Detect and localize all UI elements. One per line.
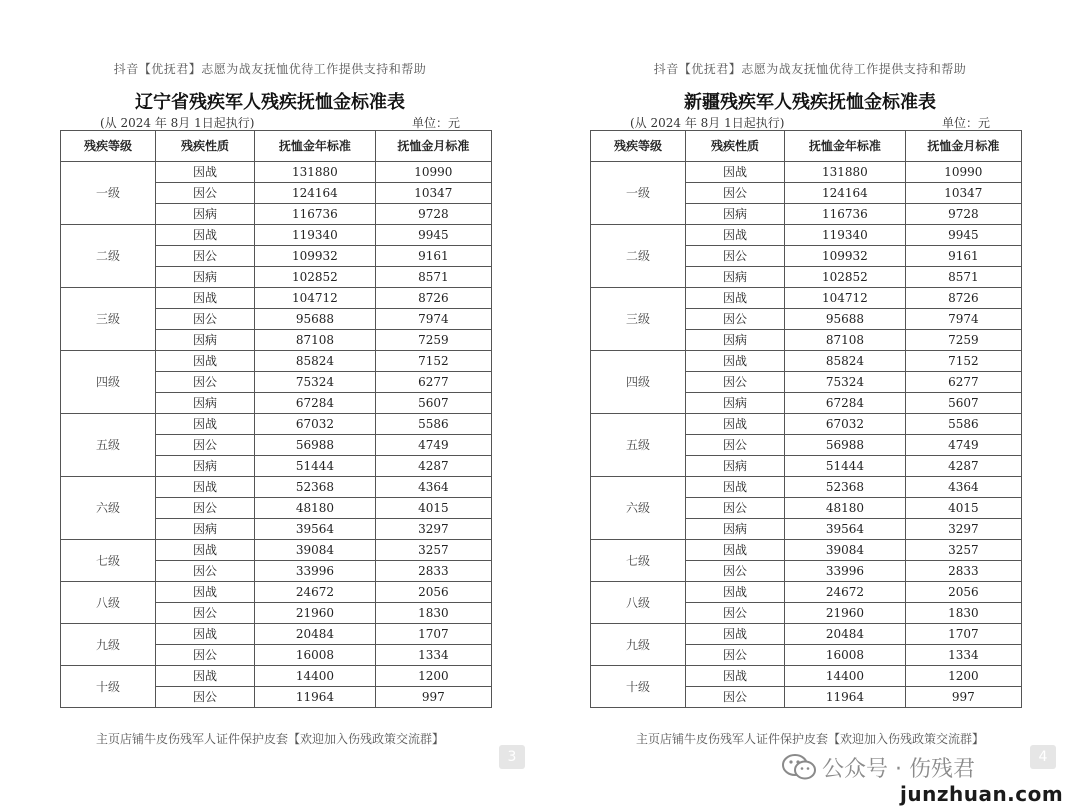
annual-cell: 67032 [255,414,376,435]
grade-cell: 三级 [61,288,156,351]
nature-cell: 因病 [685,519,784,540]
monthly-cell: 9945 [375,225,491,246]
nature-cell: 因公 [155,498,254,519]
nature-cell: 因病 [155,204,254,225]
monthly-cell: 9161 [375,246,491,267]
grade-cell: 九级 [591,624,686,666]
annual-cell: 131880 [785,162,906,183]
monthly-cell: 10347 [375,183,491,204]
nature-cell: 因公 [155,603,254,624]
nature-cell: 因公 [155,309,254,330]
monthly-cell: 2056 [375,582,491,603]
annual-cell: 119340 [255,225,376,246]
annual-cell: 95688 [785,309,906,330]
monthly-cell: 6277 [375,372,491,393]
monthly-cell: 1830 [905,603,1021,624]
annual-cell: 75324 [255,372,376,393]
page-title: 新疆残疾军人残疾抚恤金标准表 [684,92,936,113]
nature-cell: 因战 [685,225,784,246]
annual-cell: 116736 [785,204,906,225]
monthly-cell: 7152 [375,351,491,372]
monthly-cell: 4364 [375,477,491,498]
nature-cell: 因战 [685,666,784,687]
nature-cell: 因战 [155,477,254,498]
grade-cell: 一级 [591,162,686,225]
table-row [591,288,1022,309]
nature-cell: 因公 [685,603,784,624]
monthly-cell: 2833 [375,561,491,582]
monthly-cell: 1830 [375,603,491,624]
monthly-cell: 7259 [905,330,1021,351]
monthly-cell: 5586 [375,414,491,435]
column-header: 残疾性质 [685,131,784,162]
column-header: 抚恤金年标准 [255,131,376,162]
column-header: 残疾性质 [155,131,254,162]
annual-cell: 102852 [785,267,906,288]
nature-cell: 因战 [155,414,254,435]
annual-cell: 67032 [785,414,906,435]
annual-cell: 48180 [255,498,376,519]
nature-cell: 因公 [155,561,254,582]
annual-cell: 39564 [785,519,906,540]
grade-cell: 七级 [591,540,686,582]
nature-cell: 因公 [685,372,784,393]
annual-cell: 67284 [255,393,376,414]
nature-cell: 因战 [155,540,254,561]
monthly-cell: 1334 [375,645,491,666]
annual-cell: 52368 [785,477,906,498]
annual-cell: 51444 [255,456,376,477]
table-row [61,582,492,603]
annual-cell: 48180 [785,498,906,519]
table-row [61,351,492,372]
annual-cell: 16008 [785,645,906,666]
monthly-cell: 4364 [905,477,1021,498]
nature-cell: 因公 [155,687,254,708]
nature-cell: 因病 [685,393,784,414]
annual-cell: 116736 [255,204,376,225]
nature-cell: 因公 [155,183,254,204]
grade-cell: 三级 [591,288,686,351]
column-header: 抚恤金月标准 [905,131,1021,162]
annual-cell: 11964 [255,687,376,708]
nature-cell: 因公 [685,498,784,519]
nature-cell: 因公 [155,246,254,267]
nature-cell: 因战 [155,624,254,645]
unit-label: 单位：元 [942,116,991,130]
nature-cell: 因公 [685,309,784,330]
bottom-note: 主页店铺牛皮伤残军人证件保护皮套【欢迎加入伤残政策交流群】 [95,732,444,746]
table-row [61,414,492,435]
monthly-cell: 5586 [905,414,1021,435]
monthly-cell: 8726 [375,288,491,309]
nature-cell: 因战 [685,351,784,372]
annual-cell: 119340 [785,225,906,246]
monthly-cell: 9161 [905,246,1021,267]
top-note: 抖音【优抚君】志愿为战友抚恤优待工作提供支持和帮助 [113,62,427,76]
monthly-cell: 3257 [375,540,491,561]
annual-cell: 14400 [785,666,906,687]
nature-cell: 因战 [685,162,784,183]
annual-cell: 16008 [255,645,376,666]
monthly-cell: 4287 [905,456,1021,477]
grade-cell: 十级 [61,666,156,708]
table-row [591,540,1022,561]
nature-cell: 因公 [155,435,254,456]
grade-cell: 九级 [61,624,156,666]
column-header: 残疾等级 [61,131,156,162]
column-header: 抚恤金月标准 [375,131,491,162]
monthly-cell: 4287 [375,456,491,477]
monthly-cell: 1334 [905,645,1021,666]
monthly-cell: 9945 [905,225,1021,246]
monthly-cell: 8571 [375,267,491,288]
table-row [61,540,492,561]
page-title: 辽宁省残疾军人残疾抚恤金标准表 [135,92,405,113]
monthly-cell: 3297 [375,519,491,540]
table-header-row [61,131,492,162]
table-row [61,666,492,687]
top-note: 抖音【优抚君】志愿为战友抚恤优待工作提供支持和帮助 [653,62,967,76]
grade-cell: 四级 [61,351,156,414]
table-row [591,351,1022,372]
nature-cell: 因战 [685,477,784,498]
annual-cell: 14400 [255,666,376,687]
bottom-note: 主页店铺牛皮伤残军人证件保护皮套【欢迎加入伤残政策交流群】 [635,732,984,746]
annual-cell: 52368 [255,477,376,498]
column-header: 抚恤金年标准 [785,131,906,162]
grade-cell: 八级 [61,582,156,624]
annual-cell: 11964 [785,687,906,708]
annual-cell: 109932 [255,246,376,267]
monthly-cell: 997 [905,687,1021,708]
monthly-cell: 1200 [905,666,1021,687]
monthly-cell: 7974 [375,309,491,330]
annual-cell: 33996 [785,561,906,582]
annual-cell: 39084 [785,540,906,561]
annual-cell: 124164 [255,183,376,204]
table-row [591,477,1022,498]
nature-cell: 因病 [155,330,254,351]
monthly-cell: 3297 [905,519,1021,540]
nature-cell: 因病 [155,519,254,540]
annual-cell: 102852 [255,267,376,288]
annual-cell: 51444 [785,456,906,477]
grade-cell: 二级 [591,225,686,288]
wechat-icon [782,753,816,781]
column-header: 残疾等级 [591,131,686,162]
annual-cell: 67284 [785,393,906,414]
monthly-cell: 6277 [905,372,1021,393]
annual-cell: 21960 [255,603,376,624]
nature-cell: 因公 [155,645,254,666]
annual-cell: 20484 [785,624,906,645]
nature-cell: 因战 [155,666,254,687]
monthly-cell: 9728 [905,204,1021,225]
nature-cell: 因病 [155,393,254,414]
annual-cell: 85824 [255,351,376,372]
nature-cell: 因公 [155,372,254,393]
monthly-cell: 10347 [905,183,1021,204]
nature-cell: 因战 [685,624,784,645]
table-row [591,582,1022,603]
page-number: 3 [499,745,525,769]
annual-cell: 24672 [785,582,906,603]
table-row [61,225,492,246]
table-row [591,162,1022,183]
nature-cell: 因战 [685,582,784,603]
nature-cell: 因公 [685,183,784,204]
annual-cell: 39564 [255,519,376,540]
monthly-cell: 5607 [375,393,491,414]
monthly-cell: 8726 [905,288,1021,309]
monthly-cell: 1200 [375,666,491,687]
nature-cell: 因公 [685,687,784,708]
grade-cell: 二级 [61,225,156,288]
grade-cell: 八级 [591,582,686,624]
table-row [61,477,492,498]
page-right [540,0,1080,810]
nature-cell: 因战 [685,288,784,309]
nature-cell: 因公 [685,645,784,666]
nature-cell: 因病 [685,330,784,351]
monthly-cell: 2056 [905,582,1021,603]
grade-cell: 一级 [61,162,156,225]
grade-cell: 十级 [591,666,686,708]
annual-cell: 56988 [255,435,376,456]
watermark-account [782,752,975,782]
annual-cell: 75324 [785,372,906,393]
table-row [591,225,1022,246]
date-note: (从 2024 年 8月 1日起执行) [100,116,255,130]
annual-cell: 33996 [255,561,376,582]
watermark-account-text: 公众号 · 伤残君 [822,756,975,782]
monthly-cell: 4749 [375,435,491,456]
nature-cell: 因病 [685,456,784,477]
table-header-row [591,131,1022,162]
unit-label: 单位：元 [412,116,461,130]
annual-cell: 104712 [255,288,376,309]
table-row [591,624,1022,645]
nature-cell: 因战 [155,225,254,246]
nature-cell: 因公 [685,561,784,582]
pension-table [590,130,1022,708]
annual-cell: 85824 [785,351,906,372]
monthly-cell: 7152 [905,351,1021,372]
annual-cell: 104712 [785,288,906,309]
annual-cell: 20484 [255,624,376,645]
grade-cell: 六级 [591,477,686,540]
annual-cell: 87108 [255,330,376,351]
grade-cell: 五级 [591,414,686,477]
grade-cell: 五级 [61,414,156,477]
monthly-cell: 1707 [375,624,491,645]
grade-cell: 六级 [61,477,156,540]
pension-table [60,130,492,708]
nature-cell: 因战 [155,288,254,309]
annual-cell: 39084 [255,540,376,561]
table-row [61,624,492,645]
monthly-cell: 2833 [905,561,1021,582]
grade-cell: 七级 [61,540,156,582]
nature-cell: 因战 [685,414,784,435]
annual-cell: 24672 [255,582,376,603]
monthly-cell: 10990 [375,162,491,183]
table-row [61,288,492,309]
monthly-cell: 997 [375,687,491,708]
nature-cell: 因战 [155,162,254,183]
monthly-cell: 1707 [905,624,1021,645]
monthly-cell: 3257 [905,540,1021,561]
monthly-cell: 7974 [905,309,1021,330]
nature-cell: 因公 [685,435,784,456]
date-note: (从 2024 年 8月 1日起执行) [630,116,785,130]
monthly-cell: 4749 [905,435,1021,456]
nature-cell: 因公 [685,246,784,267]
nature-cell: 因战 [155,351,254,372]
page-number: 4 [1030,745,1056,769]
nature-cell: 因病 [685,267,784,288]
monthly-cell: 9728 [375,204,491,225]
monthly-cell: 4015 [905,498,1021,519]
monthly-cell: 4015 [375,498,491,519]
table-row [591,666,1022,687]
monthly-cell: 7259 [375,330,491,351]
annual-cell: 124164 [785,183,906,204]
annual-cell: 131880 [255,162,376,183]
nature-cell: 因战 [155,582,254,603]
nature-cell: 因病 [155,456,254,477]
annual-cell: 21960 [785,603,906,624]
annual-cell: 56988 [785,435,906,456]
monthly-cell: 10990 [905,162,1021,183]
grade-cell: 四级 [591,351,686,414]
annual-cell: 87108 [785,330,906,351]
nature-cell: 因战 [685,540,784,561]
monthly-cell: 5607 [905,393,1021,414]
table-row [61,162,492,183]
annual-cell: 109932 [785,246,906,267]
nature-cell: 因病 [685,204,784,225]
nature-cell: 因病 [155,267,254,288]
watermark-site: junzhuan.com [900,782,1064,806]
annual-cell: 95688 [255,309,376,330]
monthly-cell: 8571 [905,267,1021,288]
table-row [591,414,1022,435]
